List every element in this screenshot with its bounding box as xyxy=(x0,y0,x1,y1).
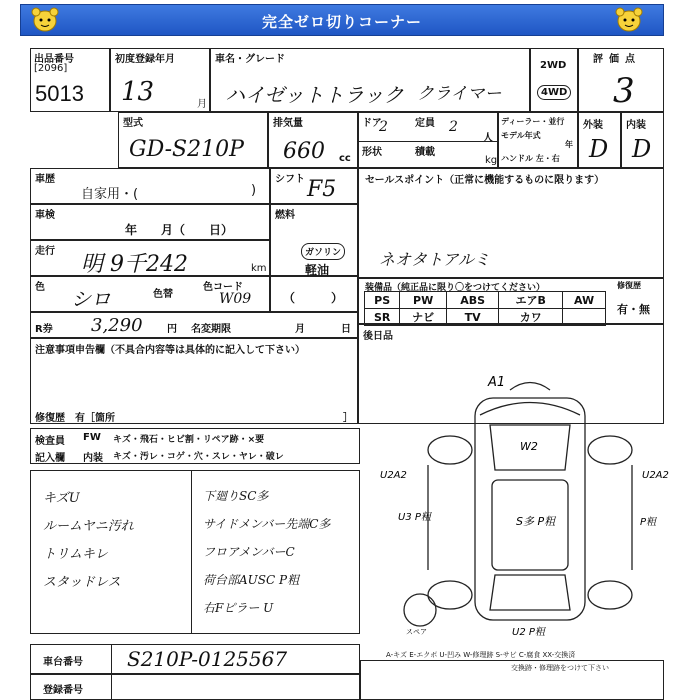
diagram-left-front-label: U2A2 xyxy=(380,470,407,481)
shape-label: 形状 xyxy=(362,147,382,158)
shift-cell xyxy=(270,168,358,204)
model-label: 型式 xyxy=(123,118,143,129)
usage-cell xyxy=(30,168,270,204)
registration-year: 13 xyxy=(121,77,155,107)
options-table xyxy=(364,291,606,326)
diagram-right-front-label: U2A2 xyxy=(642,470,669,481)
rear-seat-label: 後日品 xyxy=(363,331,393,342)
usage-label: 車歴 xyxy=(35,174,55,185)
remark-left-item: キズU xyxy=(43,491,80,506)
color-label: 色 xyxy=(35,282,45,293)
diagram-top-label: A1 xyxy=(488,375,506,390)
option-item: TV xyxy=(446,309,498,326)
remark-right-item: 荷台部AUSC P粗 xyxy=(203,573,300,587)
doors-label: ドア xyxy=(362,118,382,129)
recycle-value: 3,290 xyxy=(91,315,143,336)
diagram-bed-label: S多 P粗 xyxy=(516,515,556,528)
exterior-cell xyxy=(578,112,621,168)
drive-2wd: 2WD xyxy=(540,60,567,71)
chassis-cell xyxy=(30,644,360,674)
chassis-label: 車台番号 xyxy=(43,657,83,668)
inspector-fw: FW xyxy=(83,432,101,443)
mascot-left-icon xyxy=(28,4,62,34)
recycle-cell xyxy=(30,312,358,338)
doors-cell xyxy=(358,112,498,168)
displacement-cell xyxy=(268,112,358,168)
registration-cell xyxy=(110,48,210,112)
remarks-cell xyxy=(30,470,360,634)
option-empty xyxy=(563,309,606,326)
color-code-label: 色コード xyxy=(203,282,243,293)
handle-label: ハンドル 左・右 xyxy=(501,154,560,163)
legend-cell xyxy=(360,660,664,700)
inspector-cell xyxy=(30,428,360,464)
exterior-label: 外装 xyxy=(583,120,603,131)
mileage-label: 走行 xyxy=(35,246,55,257)
shift-label: シフト xyxy=(275,174,305,185)
diagram-bottom-label: U2 P粗 xyxy=(512,627,545,638)
accident-value: 有・無 xyxy=(617,303,650,316)
drive-cell xyxy=(530,48,578,112)
interior-score: D xyxy=(632,135,652,163)
registration-month-unit: 月 xyxy=(197,99,207,110)
sell-points-label: セールスポイント（正常に機能するものに限ります） xyxy=(365,175,605,186)
diagram-spare-label: スペア xyxy=(406,628,427,636)
dealer-label: ディーラー・並行 xyxy=(501,117,565,126)
options-label: 装備品（純正品に限り〇をつけてください） xyxy=(365,283,546,293)
displacement-value: 660 xyxy=(283,139,325,164)
option-item: PW xyxy=(400,292,447,309)
option-item: PS xyxy=(365,292,400,309)
recycle-unit: 円 xyxy=(167,324,177,335)
option-item: カワ xyxy=(499,309,563,326)
option-item: エアB xyxy=(499,292,563,309)
sell-points-note: ネオタトアルミ xyxy=(379,250,490,269)
interior-label: 内装 xyxy=(626,120,646,131)
tax-label: 名変期限 xyxy=(191,324,231,335)
remark-left-item: スタッドレス xyxy=(43,575,121,590)
model-value: GD-S210P xyxy=(129,137,244,162)
inspector-label: 検査員 xyxy=(35,436,65,447)
car-name-label: 車名・グレード xyxy=(215,54,285,65)
fuel-cell xyxy=(270,204,358,276)
recycle-label: R券 xyxy=(35,324,53,335)
diagram-right-rear-label: P粗 xyxy=(640,517,657,528)
inspector-interior-items: キズ・汚レ・コゲ・穴・スレ・ヤレ・破レ xyxy=(113,452,284,462)
dealer-cell xyxy=(498,112,578,168)
remark-left-item: トリムキレ xyxy=(43,547,108,562)
capacity-value: 2 xyxy=(449,119,458,135)
mileage-cell xyxy=(30,240,270,276)
legend-codes: A-キズ E-エクボ U-凹み W-修理跡 S-サビ C-腐食 XX-交換済 xyxy=(386,651,576,659)
mileage-value: 明 9千242 xyxy=(81,252,188,277)
fuel-label: 燃料 xyxy=(275,210,295,221)
remark-right-item: 右Fピラー U xyxy=(203,601,274,615)
displacement-unit: cc xyxy=(339,153,351,164)
remark-right-item: サイドメンバー先端C多 xyxy=(203,517,331,531)
remark-left-item: ルームヤニ汚れ xyxy=(43,519,134,534)
option-item: ABS xyxy=(446,292,498,309)
color-change-label: 色替 xyxy=(153,289,173,300)
option-item: SR xyxy=(365,309,400,326)
header-title: 完全ゼロ切りコーナー xyxy=(261,13,422,31)
fuel-bottom-cell xyxy=(270,276,358,312)
model-year-unit: 年 xyxy=(565,140,573,149)
score-value: 3 xyxy=(613,71,635,111)
chassis-value: S210P-0125567 xyxy=(127,647,288,671)
inspector-sub: 記入欄 xyxy=(35,453,65,464)
inspector-interior: 内装 xyxy=(83,453,103,464)
fuel-paren: （ ） xyxy=(283,291,344,305)
inspection-label: 車検 xyxy=(35,210,55,221)
interior-cell xyxy=(621,112,664,168)
mileage-unit: km xyxy=(251,263,267,274)
header-banner xyxy=(20,4,664,36)
car-grade: クライマー xyxy=(417,84,502,104)
accident-label: 修復歴 xyxy=(617,281,641,290)
usage-close: ) xyxy=(251,183,257,198)
car-name-cell xyxy=(210,48,530,112)
car-diagram xyxy=(380,370,670,640)
car-name: ハイゼットトラック xyxy=(225,83,404,107)
capacity-label: 定員 xyxy=(415,118,435,129)
registration-no-cell xyxy=(30,674,360,700)
notes-label: 注意事項申告欄（不具合内容等は具体的に記入して下さい） xyxy=(35,345,305,356)
inspection-cell xyxy=(30,204,270,240)
sell-points-cell xyxy=(358,168,664,278)
lot-sub: [2096] xyxy=(34,63,68,74)
diagram-left-rear-label: U3 P粗 xyxy=(398,512,431,523)
lot-label: 出品番号 xyxy=(34,54,74,65)
remark-right-item: フロアメンバーC xyxy=(203,545,295,559)
inspection-value: 年 月（ 日） xyxy=(125,223,234,237)
notes-cell xyxy=(30,338,358,424)
lot-cell xyxy=(30,48,110,112)
capacity-unit: 人 xyxy=(483,133,493,144)
option-item: ナビ xyxy=(400,309,447,326)
weight-label: 積載 xyxy=(415,147,435,158)
model-cell xyxy=(118,112,268,168)
color-cell xyxy=(30,276,270,312)
model-year-label: モデル年式 xyxy=(501,131,541,140)
color-code: W09 xyxy=(219,291,252,307)
history-label: 修復歴 有［箇所 xyxy=(35,413,115,424)
displacement-label: 排気量 xyxy=(273,118,303,129)
score-label: 評価点 xyxy=(593,54,641,65)
option-item: AW xyxy=(563,292,606,309)
diagram-roof-label: W2 xyxy=(520,440,538,453)
score-cell xyxy=(578,48,664,112)
history-close: ］ xyxy=(343,413,353,424)
fuel-gasoline: ガソリン xyxy=(301,243,345,260)
tax-month: 月 xyxy=(295,324,305,335)
color-value: シロ xyxy=(71,287,111,311)
usage-value: 自家用・( xyxy=(81,187,139,202)
remark-right-item: 下廻りSC多 xyxy=(203,489,269,503)
exterior-score: D xyxy=(589,135,609,163)
doors-value: 2 xyxy=(379,119,388,135)
mascot-right-icon xyxy=(612,4,646,34)
weight-unit: kg xyxy=(485,155,498,166)
tax-day: 日 xyxy=(341,324,351,335)
shift-value: F5 xyxy=(307,177,337,202)
legend-replace: 交換跡・修理跡をつけて下さい xyxy=(511,664,609,672)
registration-no-label: 登録番号 xyxy=(43,685,83,696)
inspector-fw-items: キズ・飛石・ヒビ割・リペア跡・×要 xyxy=(113,435,265,445)
drive-4wd: 4WD xyxy=(537,85,571,100)
fuel-diesel: 軽油 xyxy=(305,263,330,277)
lot-number: 5013 xyxy=(35,81,84,106)
registration-label: 初度登録年月 xyxy=(115,54,175,65)
